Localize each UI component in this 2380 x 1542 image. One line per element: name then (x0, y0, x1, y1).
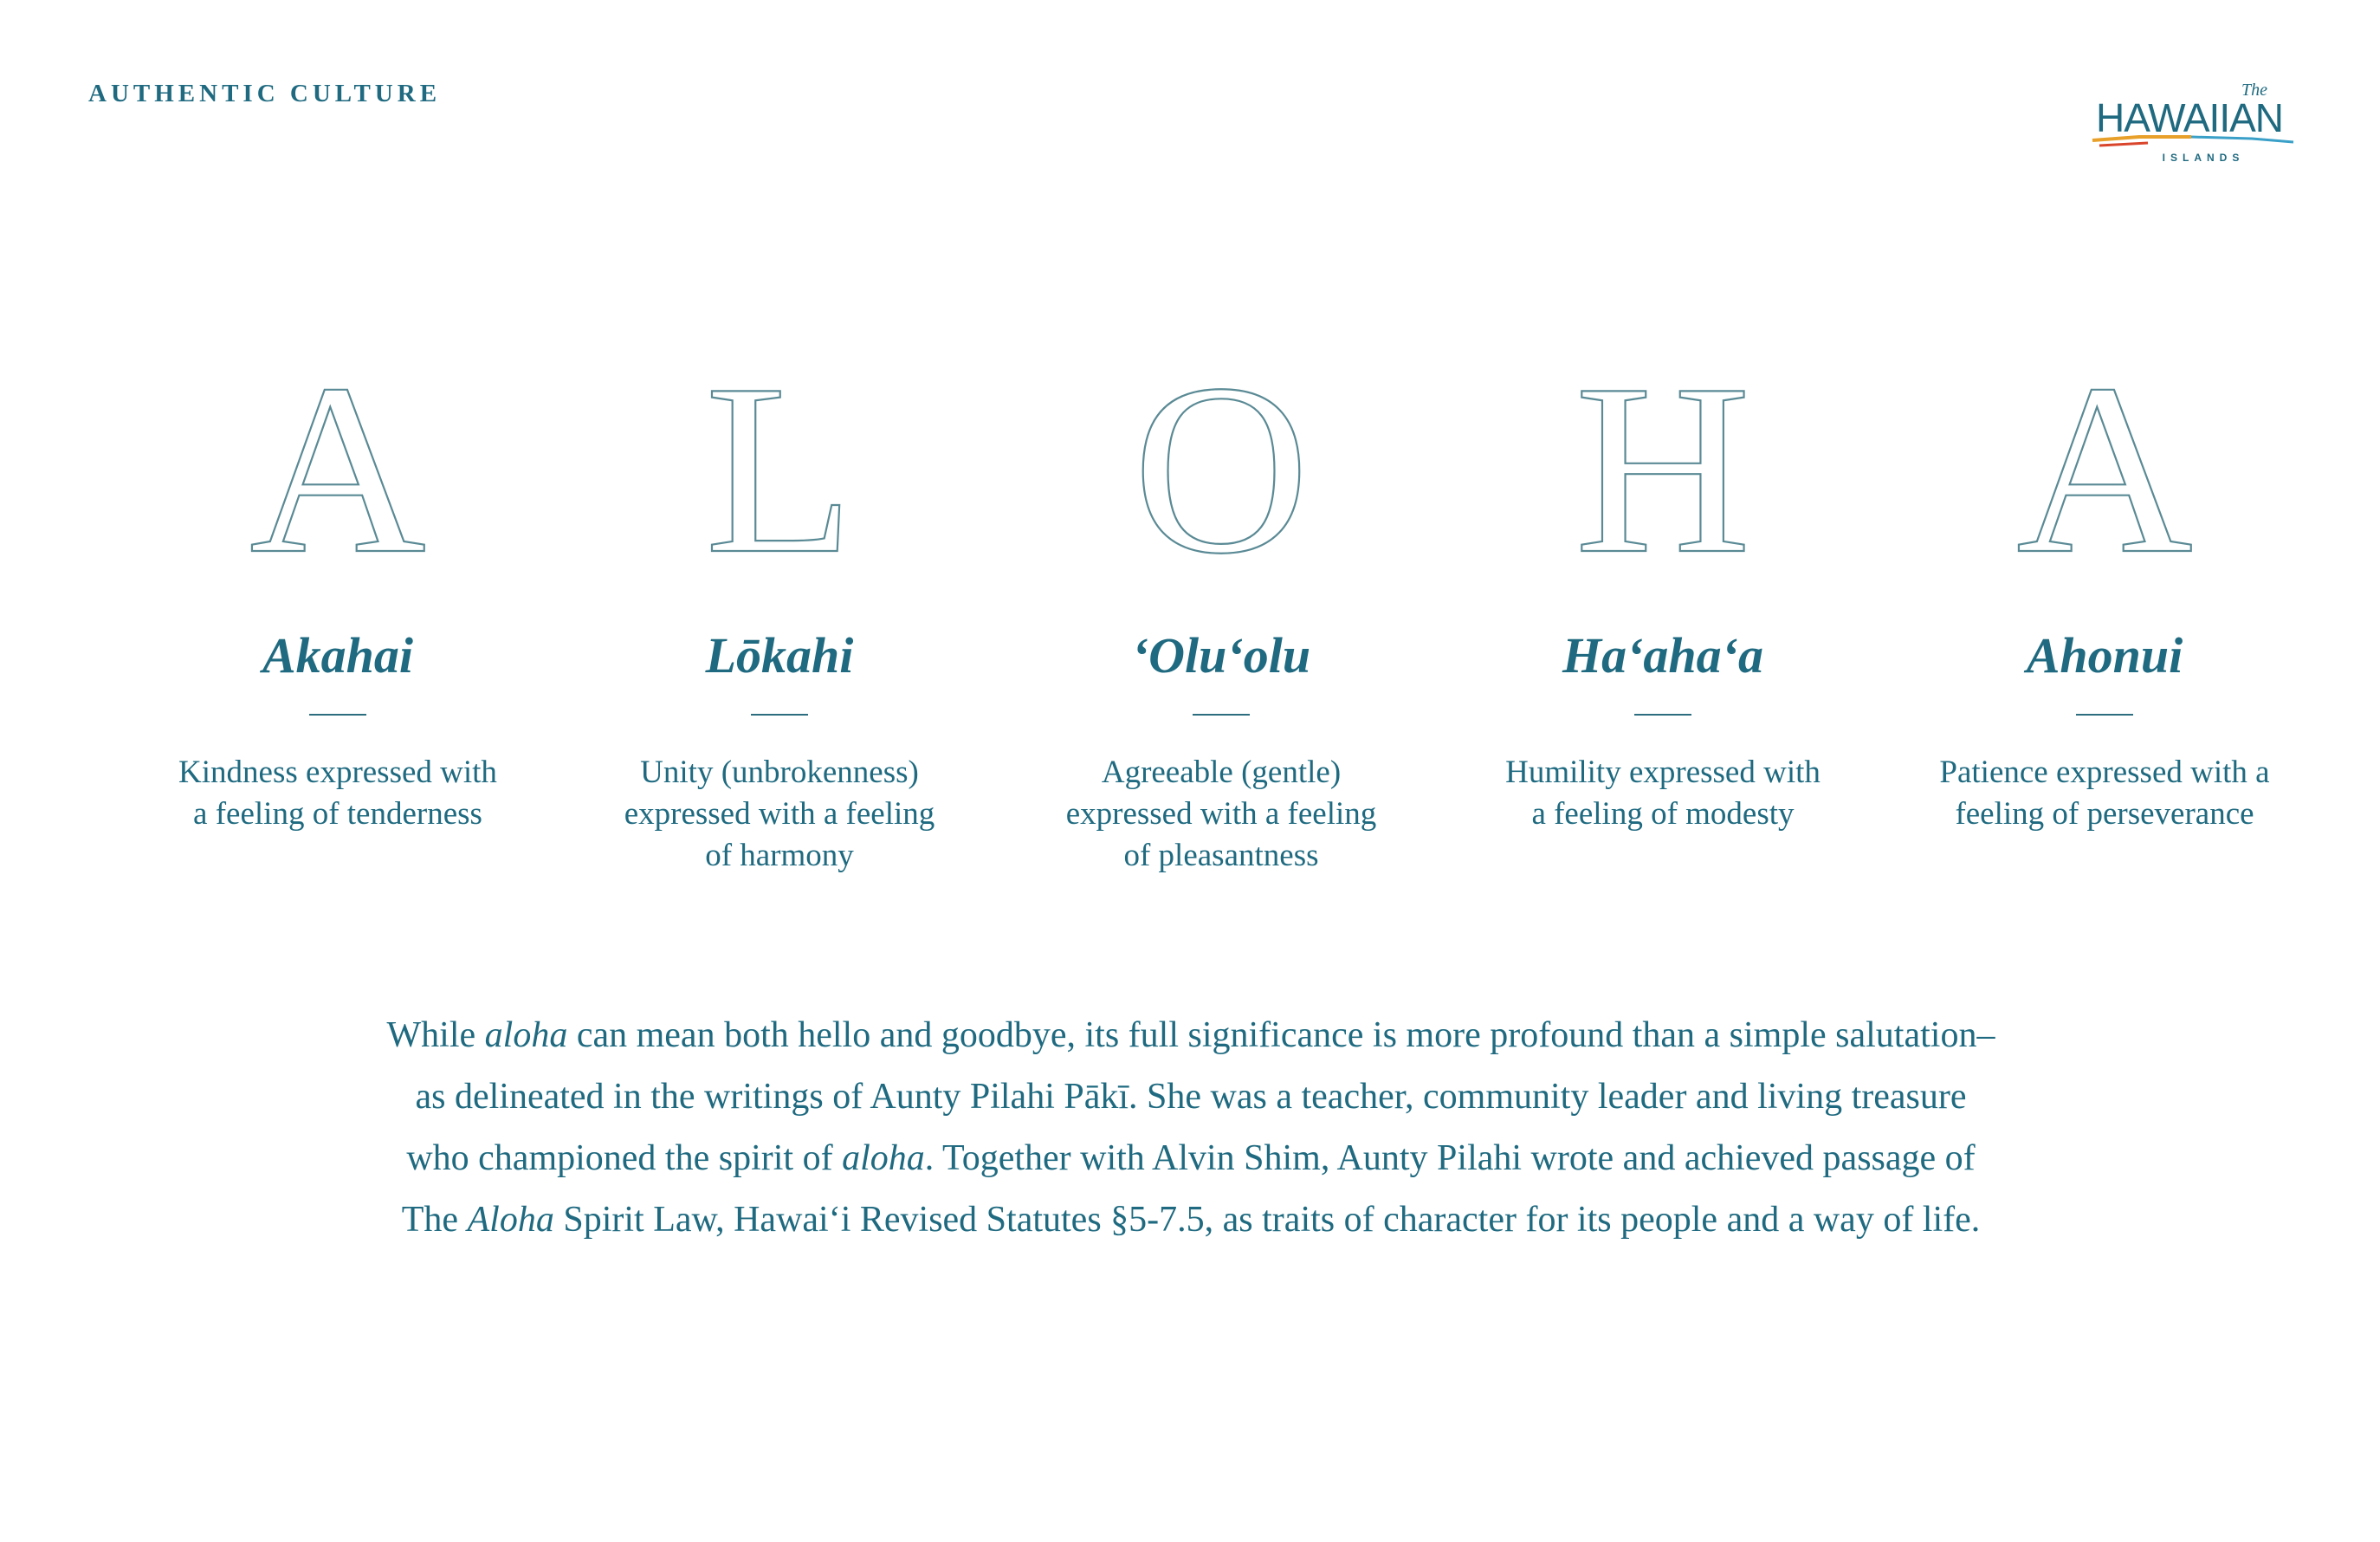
logo-the-text: The (2241, 81, 2267, 100)
svg-text:H: H (1575, 347, 1751, 572)
paragraph-line: While aloha can mean both hello and goodbye, its full significance is more profound than a simple salutation– (386, 1015, 1995, 1055)
divider-rule (2076, 714, 2133, 716)
letter-column-akahai (156, 347, 520, 835)
letter-column-haahaa (1481, 347, 1845, 835)
value-description: Unity (unbrokenness) expressed with a feeling of harmony (624, 755, 935, 873)
value-description: Humility expressed with a feeling of modesty (1505, 755, 1821, 832)
value-description: Patience expressed with a feeling of perseverance (1939, 755, 2270, 832)
letter-column-lokahi (598, 347, 961, 877)
value-word: Haʻahaʻa (1562, 627, 1763, 684)
paragraph-line: The Aloha Spirit Law, Hawaiʻi Revised Statutes §5-7.5, as traits of character for its people and a way of life. (401, 1200, 1981, 1240)
logo-name-text: HAWAIIAN (2095, 95, 2284, 140)
value-word: Akahai (262, 627, 414, 684)
divider-rule (751, 714, 808, 716)
outline-letter-o (1039, 347, 1403, 572)
divider-rule (1634, 714, 1691, 716)
outline-letter-h (1481, 347, 1845, 572)
value-word: Ahonui (2026, 627, 2183, 684)
svg-text:A: A (249, 347, 426, 572)
svg-text:L: L (704, 347, 855, 572)
section-label: AUTHENTIC CULTURE (88, 80, 442, 107)
paragraph-line: as delineated in the writings of Aunty Pilahi Pākī. She was a teacher, community leader and living treasure (415, 1077, 1967, 1117)
aloha-spirit-paragraph (312, 1005, 2070, 1251)
outline-letter-a (156, 347, 520, 572)
value-word: Lōkahi (705, 627, 854, 684)
value-word: ʻOluʻolu (1131, 627, 1311, 684)
letter-column-oluolu (1039, 347, 1403, 877)
divider-rule (309, 714, 366, 716)
value-description: Kindness expressed with a feeling of tenderness (178, 755, 497, 832)
svg-text:O: O (1133, 347, 1310, 572)
svg-text:A: A (2016, 347, 2193, 572)
outline-letter-a-final (1923, 347, 2286, 572)
paragraph-line: who championed the spirit of aloha. Together with Alvin Shim, Aunty Pilahi wrote and achieved passage of (406, 1138, 1976, 1178)
letter-column-ahonui (1923, 347, 2286, 835)
divider-rule (1193, 714, 1250, 716)
value-description: Agreeable (gentle) expressed with a feeling of pleasantness (1065, 755, 1377, 873)
outline-letter-l (598, 347, 961, 572)
logo-sub-text: ISLANDS (2162, 152, 2245, 164)
